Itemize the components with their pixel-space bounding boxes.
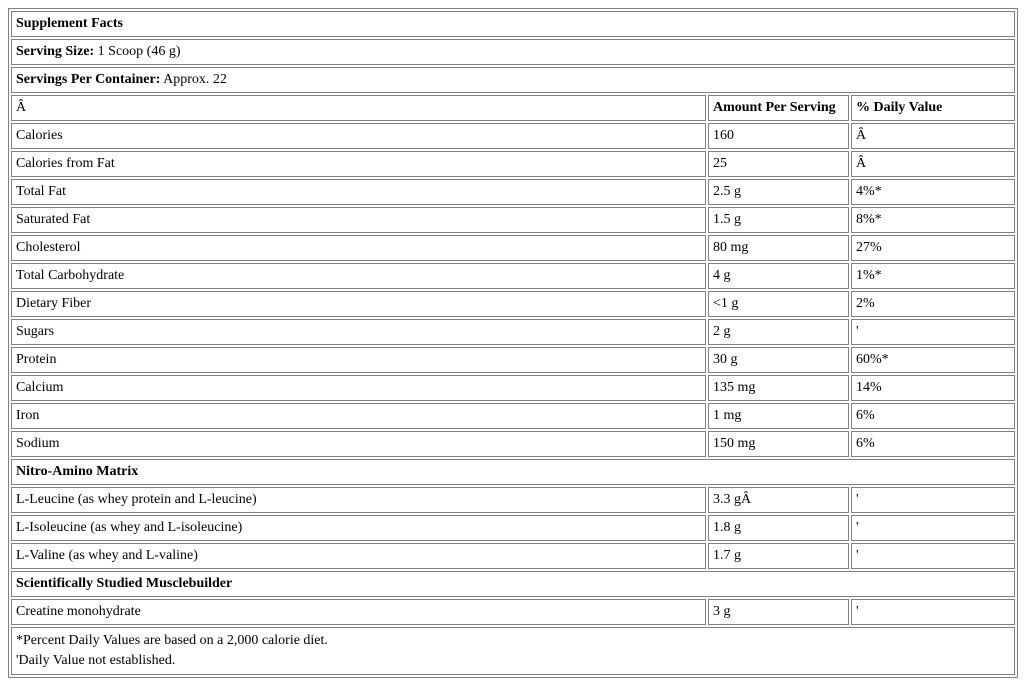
header-amount: Amount Per Serving (708, 95, 849, 121)
ingredient-name: L-Isoleucine (as whey and L-isoleucine) (11, 515, 706, 541)
nutrient-amount: 135 mg (708, 375, 849, 401)
nutrient-name: Calories from Fat (11, 151, 706, 177)
nutrient-amount: 30 g (708, 347, 849, 373)
footnote-not-established: 'Daily Value not established. (16, 653, 176, 668)
nutrient-row (11, 431, 1015, 457)
nutrient-name: Sugars (11, 319, 706, 345)
nutrient-name: Saturated Fat (11, 207, 706, 233)
nutrient-daily-value: 2% (851, 291, 1015, 317)
nutrient-amount: 1.5 g (708, 207, 849, 233)
nutrient-amount: 1 mg (708, 403, 849, 429)
nutrient-daily-value: 6% (851, 403, 1015, 429)
nutrient-row (11, 403, 1015, 429)
footnote-row (11, 627, 1015, 675)
nutrient-amount: 150 mg (708, 431, 849, 457)
nutrient-name: Calcium (11, 375, 706, 401)
nutrient-daily-value: 4%* (851, 179, 1015, 205)
nutrient-name: Protein (11, 347, 706, 373)
nutrient-daily-value: Â (851, 123, 1015, 149)
matrix-row (11, 543, 1015, 569)
nutrient-row (11, 151, 1015, 177)
servings-per-container-value: Approx. 22 (163, 72, 227, 87)
title-row (11, 11, 1015, 37)
nutrient-amount: <1 g (708, 291, 849, 317)
matrix-row (11, 487, 1015, 513)
section-row-musclebuilder (11, 571, 1015, 597)
nutrient-row (11, 375, 1015, 401)
nutrient-daily-value: 27% (851, 235, 1015, 261)
servings-per-container-label: Servings Per Container: (16, 72, 161, 87)
nutrient-name: Iron (11, 403, 706, 429)
nutrient-name: Calories (11, 123, 706, 149)
nutrient-daily-value: 8%* (851, 207, 1015, 233)
nutrient-name: Dietary Fiber (11, 291, 706, 317)
ingredient-name: L-Valine (as whey and L-valine) (11, 543, 706, 569)
servings-per-container-row (11, 67, 1015, 93)
serving-size-label: Serving Size: (16, 44, 95, 59)
ingredient-name: Creatine monohydrate (11, 599, 706, 625)
nutrient-daily-value: ' (851, 319, 1015, 345)
ingredient-amount: 3.3 gÂ (708, 487, 849, 513)
ingredient-daily-value: ' (851, 515, 1015, 541)
nutrient-row (11, 123, 1015, 149)
nutrient-name: Sodium (11, 431, 706, 457)
musclebuilder-row (11, 599, 1015, 625)
ingredient-amount: 1.7 g (708, 543, 849, 569)
ingredient-daily-value: ' (851, 599, 1015, 625)
nutrient-amount: 2 g (708, 319, 849, 345)
table-title: Supplement Facts (11, 11, 1015, 37)
nutrient-row (11, 263, 1015, 289)
nutrient-row (11, 207, 1015, 233)
ingredient-daily-value: ' (851, 487, 1015, 513)
nutrient-name: Cholesterol (11, 235, 706, 261)
supplement-facts-table (8, 8, 1018, 678)
nutrient-daily-value: 1%* (851, 263, 1015, 289)
serving-size-row (11, 39, 1015, 65)
nutrient-row (11, 291, 1015, 317)
matrix-row (11, 515, 1015, 541)
ingredient-amount: 3 g (708, 599, 849, 625)
nutrient-amount: 25 (708, 151, 849, 177)
nutrient-row (11, 347, 1015, 373)
section-heading-musclebuilder: Scientifically Studied Musclebuilder (11, 571, 1015, 597)
section-heading-matrix: Nitro-Amino Matrix (11, 459, 1015, 485)
nutrient-daily-value: 60%* (851, 347, 1015, 373)
nutrient-amount: 2.5 g (708, 179, 849, 205)
nutrient-row (11, 235, 1015, 261)
header-blank: Â (11, 95, 706, 121)
nutrient-name: Total Carbohydrate (11, 263, 706, 289)
footnote (11, 627, 1015, 675)
serving-size (11, 39, 1015, 65)
nutrient-row (11, 179, 1015, 205)
nutrient-daily-value: 14% (851, 375, 1015, 401)
nutrient-daily-value: Â (851, 151, 1015, 177)
header-daily-value: % Daily Value (851, 95, 1015, 121)
section-row-matrix (11, 459, 1015, 485)
ingredient-amount: 1.8 g (708, 515, 849, 541)
nutrient-amount: 80 mg (708, 235, 849, 261)
header-row (11, 95, 1015, 121)
ingredient-name: L-Leucine (as whey protein and L-leucine) (11, 487, 706, 513)
nutrient-amount: 4 g (708, 263, 849, 289)
serving-size-value: 1 Scoop (46 g) (97, 44, 181, 59)
servings-per-container (11, 67, 1015, 93)
nutrient-name: Total Fat (11, 179, 706, 205)
footnote-daily-values: *Percent Daily Values are based on a 2,000 calorie diet. (16, 633, 328, 648)
ingredient-daily-value: ' (851, 543, 1015, 569)
nutrient-row (11, 319, 1015, 345)
nutrient-daily-value: 6% (851, 431, 1015, 457)
nutrient-amount: 160 (708, 123, 849, 149)
supplement-facts-panel (8, 8, 1018, 678)
